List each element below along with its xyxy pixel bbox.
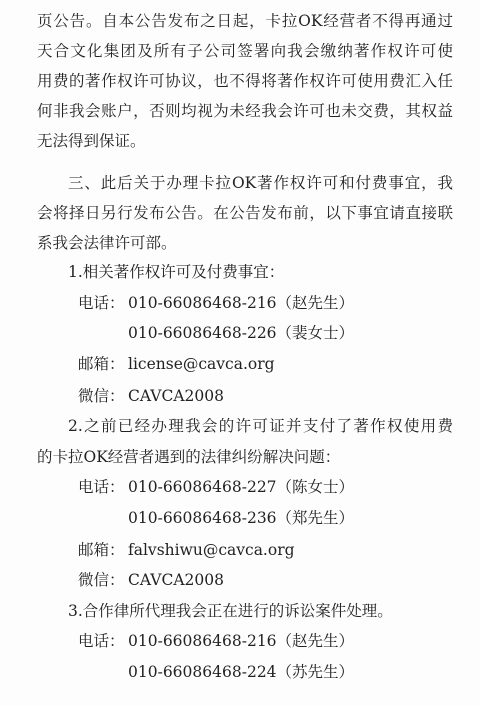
item-one-title: 1.相关著作权许可及付费事宜：: [68, 263, 285, 281]
item-one-wechat: CAVCA2008: [128, 387, 224, 405]
item-three-phone-1: 010-66086468-216（赵先生）: [128, 632, 355, 650]
paragraph-line: 天合文化集团及所有子公司签署向我会缴纳著作权许可使: [37, 42, 453, 60]
item-two-email-label: 邮箱：: [78, 541, 125, 559]
item-two-wechat: CAVCA2008: [128, 571, 224, 589]
item-two-wechat-label: 微信：: [78, 571, 125, 589]
item-one-phone-1: 010-66086468-216（赵先生）: [128, 294, 355, 312]
item-two-phone-label: 电话：: [78, 478, 125, 496]
item-two-email: falvshiwu@cavca.org: [128, 541, 295, 559]
item-three-title: 3.合作律所代理我会正在进行的诉讼案件处理。: [68, 602, 393, 620]
item-three-phone-label: 电话：: [78, 632, 125, 650]
item-two-phone-1: 010-66086468-227（陈女士）: [128, 478, 355, 496]
item-two-title-line: 2.之前已经办理我会的许可证并支付了著作权使用费: [68, 417, 453, 435]
item-one-phone-2: 010-66086468-226（裴女士）: [128, 324, 355, 342]
item-two-phone-2: 010-66086468-236（郑先生）: [128, 509, 355, 527]
paragraph-line: 何非我会账户，否则均视为未经我会许可也未交费，其权益: [37, 102, 453, 120]
section-three-line: 三、此后关于办理卡拉OK著作权许可和付费事宜，我: [68, 174, 453, 192]
paragraph-line: 用费的著作权许可协议，也不得将著作权许可使用费汇入任: [37, 72, 453, 90]
item-one-phone-label: 电话：: [78, 294, 125, 312]
item-three-phone-2: 010-66086468-224（苏先生）: [128, 663, 355, 681]
item-one-email-label: 邮箱：: [78, 355, 125, 373]
paragraph-line: 无法得到保证。: [37, 132, 146, 150]
paragraph-line: 页公告。自本公告发布之日起，卡拉OK经营者不得再通过: [37, 12, 453, 30]
section-three-line: 会将择日另行发布公告。在公告发布前，以下事宜请直接联: [37, 204, 453, 222]
section-three-line: 系我会法律许可部。: [37, 234, 177, 252]
item-one-wechat-label: 微信：: [78, 387, 125, 405]
item-two-title-line: 的卡拉OK经营者遇到的法律纠纷解决问题：: [37, 448, 341, 466]
item-one-email: license@cavca.org: [128, 355, 275, 373]
